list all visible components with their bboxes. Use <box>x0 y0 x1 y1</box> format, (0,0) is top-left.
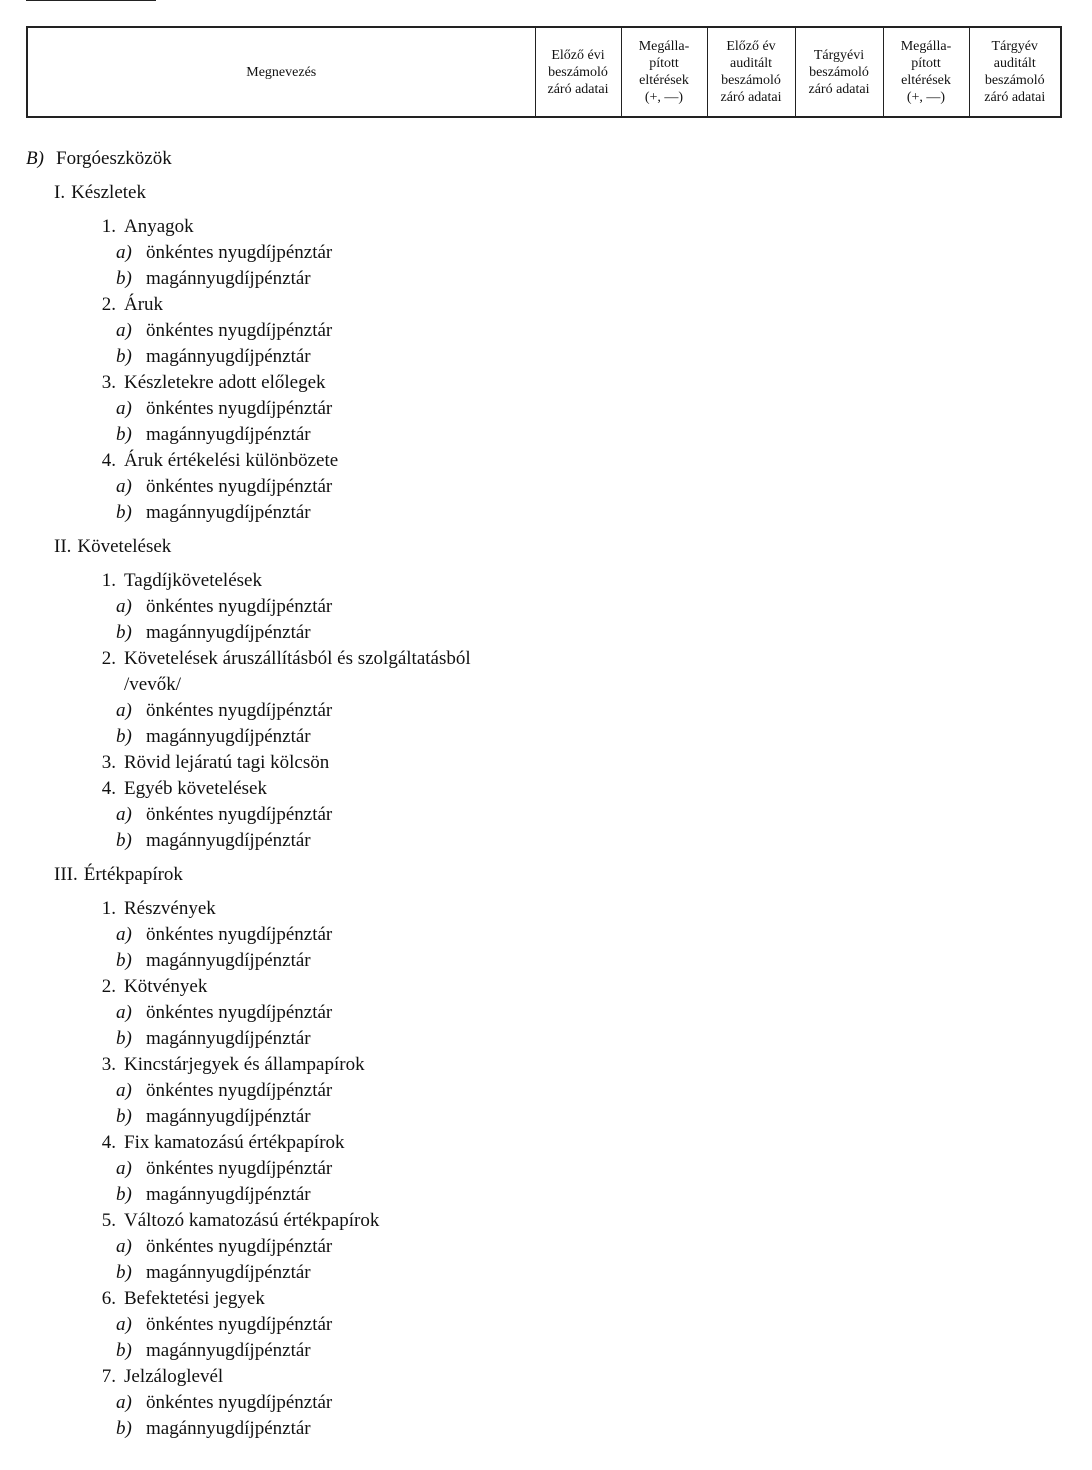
item-heading <box>90 1288 265 1310</box>
section-heading <box>26 148 172 170</box>
item-title: Követelések áruszállításból és szolgáltatásból <box>124 648 471 669</box>
sub-label-a: a) <box>116 700 132 721</box>
sub-text-a: önkéntes nyugdíjpénztár <box>146 1314 333 1335</box>
header-megnevezes: Megnevezés <box>27 27 535 117</box>
sub-text-a: önkéntes nyugdíjpénztár <box>146 1236 333 1257</box>
sub-text-b: magánnyugdíjpénztár <box>146 1106 311 1127</box>
item-title: Egyéb követelések <box>124 778 267 799</box>
sub-item-b <box>116 1184 311 1206</box>
sub-text-b: magánnyugdíjpénztár <box>146 1340 311 1361</box>
sub-item-b <box>116 726 311 748</box>
item-number: 3. <box>101 372 116 393</box>
item-title: Anyagok <box>124 216 194 237</box>
sub-text-a: önkéntes nyugdíjpénztár <box>146 700 333 721</box>
item-title: Befektetési jegyek <box>124 1288 265 1309</box>
item-title: Fix kamatozású értékpapírok <box>124 1132 345 1153</box>
sub-text-a: önkéntes nyugdíjpénztár <box>146 924 333 945</box>
sub-label-b: b) <box>116 502 132 523</box>
sub-label-a: a) <box>116 1002 132 1023</box>
sub-item-b <box>116 622 311 644</box>
sub-label-a: a) <box>116 1080 132 1101</box>
header-row <box>27 27 1061 117</box>
sub-label-a: a) <box>116 1158 132 1179</box>
group-numeral: III. <box>54 864 78 885</box>
sub-item-b <box>116 1106 311 1128</box>
item-title: Áruk <box>124 294 164 315</box>
item-number: 4. <box>101 1132 116 1153</box>
item-title: Áruk értékelési különbözete <box>124 450 339 471</box>
item-heading <box>90 778 267 800</box>
sub-label-a: a) <box>116 1314 132 1335</box>
item-heading <box>90 216 194 238</box>
sub-text-a: önkéntes nyugdíjpénztár <box>146 1080 333 1101</box>
sub-text-b: magánnyugdíjpénztár <box>146 726 311 747</box>
top-rule <box>26 0 156 1</box>
header-col-5: Tárgyévi beszámoló záró adatai <box>795 27 883 117</box>
group-title: Készletek <box>71 182 146 203</box>
sub-text-b: magánnyugdíjpénztár <box>146 950 311 971</box>
sub-item-b <box>116 346 311 368</box>
sub-label-b: b) <box>116 268 132 289</box>
sub-text-a: önkéntes nyugdíjpénztár <box>146 242 333 263</box>
sub-item-b <box>116 950 311 972</box>
item-title: Kincstárjegyek és állampapírok <box>124 1054 365 1075</box>
item-heading <box>90 570 262 592</box>
group-numeral: I. <box>54 182 66 203</box>
sub-item-a <box>116 924 332 946</box>
item-heading <box>90 1132 345 1154</box>
group-title: Követelések <box>77 536 172 557</box>
item-number: 3. <box>101 752 116 773</box>
sub-text-a: önkéntes nyugdíjpénztár <box>146 804 333 825</box>
sub-label-b: b) <box>116 1418 132 1439</box>
sub-text-b: magánnyugdíjpénztár <box>146 1184 311 1205</box>
sub-item-a <box>116 320 332 342</box>
sub-item-a <box>116 1080 332 1102</box>
sub-item-a <box>116 242 332 264</box>
item-heading <box>90 976 207 998</box>
sub-item-b <box>116 268 311 290</box>
sub-label-b: b) <box>116 830 132 851</box>
sub-item-a <box>116 1236 332 1258</box>
sub-label-b: b) <box>116 950 132 971</box>
sub-label-b: b) <box>116 1184 132 1205</box>
sub-label-a: a) <box>116 1392 132 1413</box>
sub-item-b <box>116 830 311 852</box>
sub-label-b: b) <box>116 726 132 747</box>
header-col-3: Megálla- pított eltérések (+, —) <box>621 27 707 117</box>
item-heading <box>90 450 338 472</box>
item-title: Készletekre adott előlegek <box>124 372 326 393</box>
item-title: Kötvények <box>124 976 208 997</box>
item-number: 1. <box>101 570 116 591</box>
item-number: 4. <box>101 450 116 471</box>
item-number: 5. <box>101 1210 116 1231</box>
item-heading <box>90 898 216 920</box>
sub-item-a <box>116 1314 332 1336</box>
sub-item-b <box>116 424 311 446</box>
item-title-2: /vevők/ <box>124 674 181 695</box>
header-col-7: Tárgyév auditált beszámoló záró adatai <box>969 27 1061 117</box>
header-col-2: Előző évi beszámoló záró adatai <box>535 27 621 117</box>
header-col-6: Megálla- pított eltérések (+, —) <box>883 27 969 117</box>
item-number: 2. <box>101 294 116 315</box>
sub-label-a: a) <box>116 596 132 617</box>
item-title: Változó kamatozású értékpapírok <box>124 1210 380 1231</box>
sub-label-b: b) <box>116 1340 132 1361</box>
sub-text-b: magánnyugdíjpénztár <box>146 424 311 445</box>
item-number: 3. <box>101 1054 116 1075</box>
item-number: 1. <box>101 216 116 237</box>
item-heading <box>90 1366 223 1388</box>
group-numeral: II. <box>54 536 72 557</box>
sub-text-a: önkéntes nyugdíjpénztár <box>146 1002 333 1023</box>
item-heading <box>90 648 471 670</box>
item-number: 6. <box>101 1288 116 1309</box>
sub-label-a: a) <box>116 398 132 419</box>
item-heading <box>90 372 326 394</box>
sub-text-a: önkéntes nyugdíjpénztár <box>146 320 333 341</box>
section-marker: B) <box>26 148 44 169</box>
item-number: 2. <box>101 648 116 669</box>
sub-text-b: magánnyugdíjpénztár <box>146 1028 311 1049</box>
sub-label-b: b) <box>116 346 132 367</box>
item-title: Jelzáloglevél <box>124 1366 224 1387</box>
sub-label-a: a) <box>116 1236 132 1257</box>
sub-text-a: önkéntes nyugdíjpénztár <box>146 596 333 617</box>
sub-item-a <box>116 476 332 498</box>
sub-text-a: önkéntes nyugdíjpénztár <box>146 1158 333 1179</box>
sub-text-b: magánnyugdíjpénztár <box>146 502 311 523</box>
sub-item-b <box>116 1262 311 1284</box>
sub-text-a: önkéntes nyugdíjpénztár <box>146 398 333 419</box>
header-table <box>26 26 1062 118</box>
sub-text-b: magánnyugdíjpénztár <box>146 1418 311 1439</box>
sub-text-b: magánnyugdíjpénztár <box>146 268 311 289</box>
sub-item-a <box>116 1392 332 1414</box>
group-title: Értékpapírok <box>83 864 183 885</box>
sub-text-a: önkéntes nyugdíjpénztár <box>146 1392 333 1413</box>
sub-label-b: b) <box>116 1106 132 1127</box>
sub-label-a: a) <box>116 476 132 497</box>
item-title: Rövid lejáratú tagi kölcsön <box>124 752 330 773</box>
sub-label-a: a) <box>116 924 132 945</box>
item-number: 2. <box>101 976 116 997</box>
item-heading <box>90 294 163 316</box>
group-heading <box>54 182 146 204</box>
sub-item-a <box>116 398 332 420</box>
sub-item-a <box>116 596 332 618</box>
sub-label-b: b) <box>116 622 132 643</box>
sub-item-b <box>116 1340 311 1362</box>
sub-text-a: önkéntes nyugdíjpénztár <box>146 476 333 497</box>
item-number: 4. <box>101 778 116 799</box>
item-heading <box>90 1054 365 1076</box>
sub-item-a <box>116 804 332 826</box>
sub-label-a: a) <box>116 804 132 825</box>
item-number: 1. <box>101 898 116 919</box>
sub-item-a <box>116 1002 332 1024</box>
sub-label-b: b) <box>116 1262 132 1283</box>
group-heading <box>54 536 171 558</box>
sub-text-b: magánnyugdíjpénztár <box>146 346 311 367</box>
item-title-continuation <box>124 674 181 696</box>
sub-item-a <box>116 700 332 722</box>
sub-label-b: b) <box>116 1028 132 1049</box>
sub-text-b: magánnyugdíjpénztár <box>146 1262 311 1283</box>
sub-item-b <box>116 1028 311 1050</box>
item-title: Tagdíjkövetelések <box>124 570 262 591</box>
section-title: Forgóeszközök <box>56 148 172 169</box>
header-col-4: Előző év auditált beszámoló záró adatai <box>707 27 795 117</box>
item-heading <box>90 1210 379 1232</box>
sub-label-b: b) <box>116 424 132 445</box>
sub-text-b: magánnyugdíjpénztár <box>146 622 311 643</box>
item-number: 7. <box>101 1366 116 1387</box>
sub-item-a <box>116 1158 332 1180</box>
item-title: Részvények <box>124 898 216 919</box>
sub-label-a: a) <box>116 242 132 263</box>
sub-label-a: a) <box>116 320 132 341</box>
sub-text-b: magánnyugdíjpénztár <box>146 830 311 851</box>
sub-item-b <box>116 1418 311 1440</box>
sub-item-b <box>116 502 311 524</box>
group-heading <box>54 864 183 886</box>
item-heading <box>90 752 329 774</box>
